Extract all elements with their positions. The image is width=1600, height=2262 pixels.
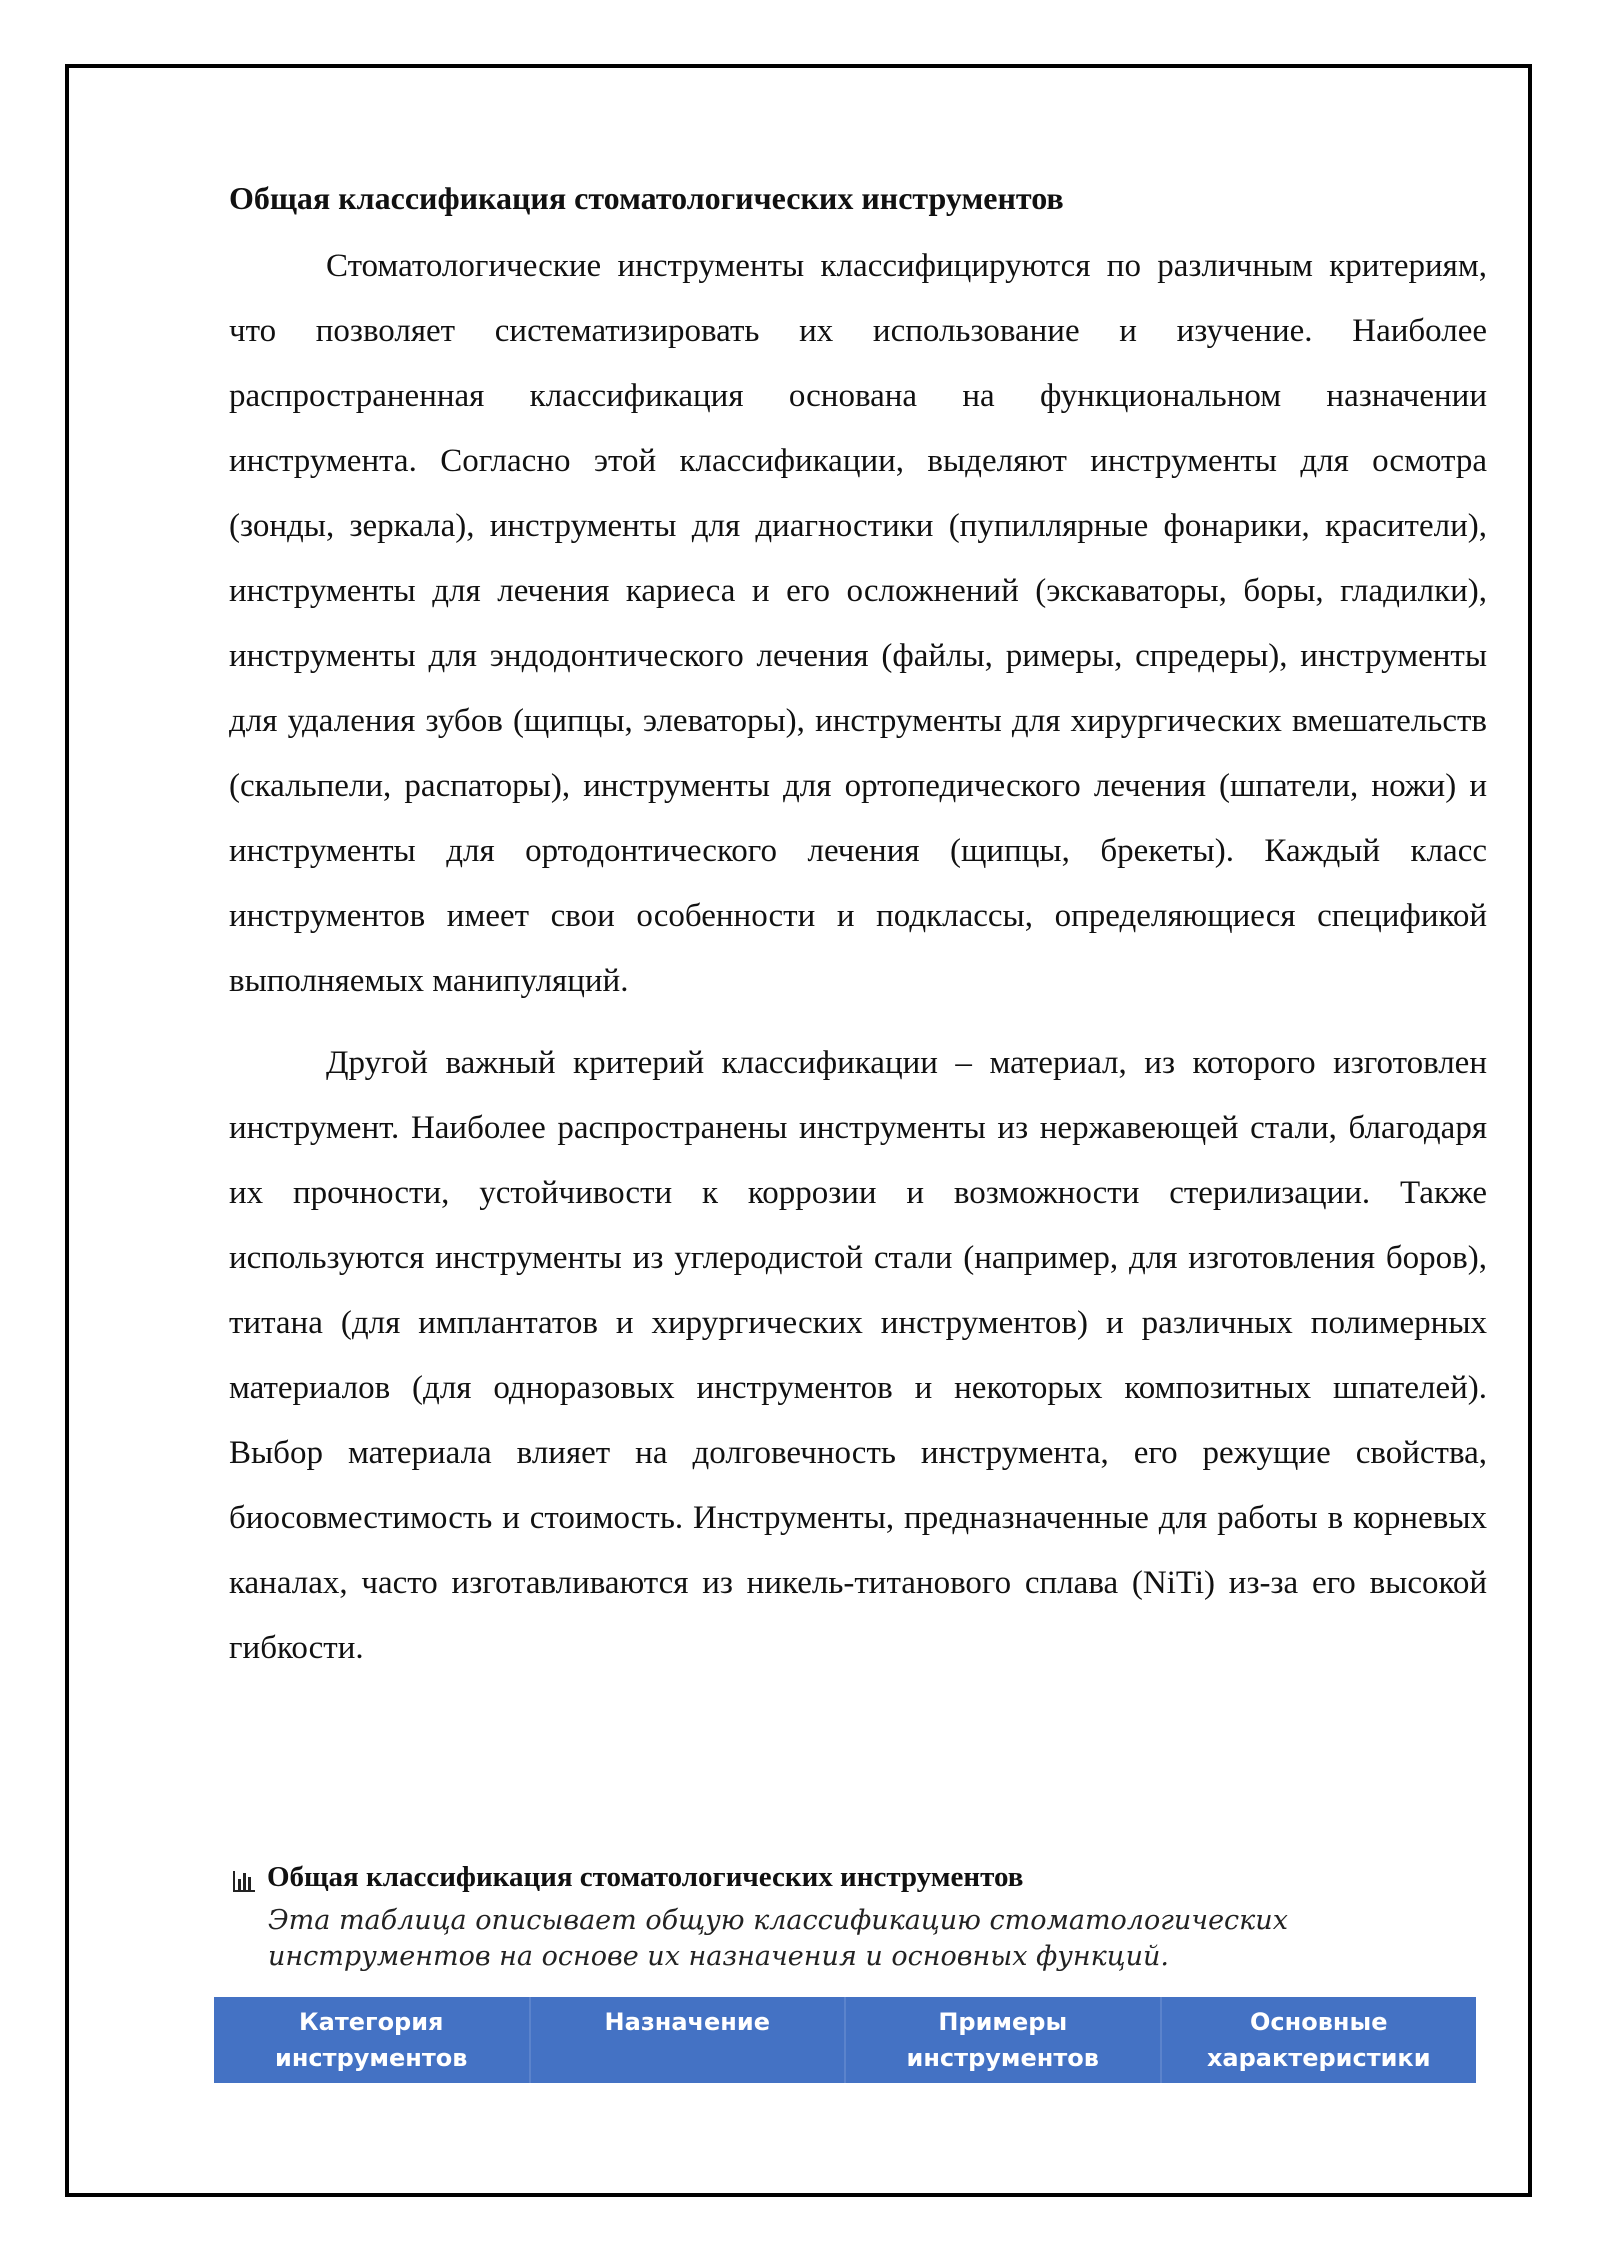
column-header-characteristics: Основные характеристики — [1161, 1997, 1477, 2083]
table-description: Эта таблица описывает общую классификацию стоматологических инструментов на основе их назначения и основных функций. — [268, 1905, 1288, 1972]
table-title-text: Общая классификация стоматологических инструментов — [267, 1861, 1024, 1893]
bar-chart-icon — [231, 1864, 257, 1890]
paragraph-functional-classification: Стоматологические инструменты классифицируются по различным критериям, что позволяет систематизировать их использование и изучение. Наиболее распространенная классификация основана на функциональном назначении инструмента. Согласно этой классификации, выделяют инструменты для осмотра (зонды, зеркала), инструменты для диагностики (пупиллярные фонарики, красители), инструменты для лечения кариеса и его осложнений (экскаваторы, боры, гладилки), инструменты для эндодонтического лечения (файлы, римеры, спредеры), инструменты для удаления зубов (щипцы, элеваторы), инструменты для хирургических вмешательств (скальпели, распаторы), инструменты для ортопедического лечения (шпатели, ножи) и инструменты для ортодонтического лечения (щипцы, брекеты). Каждый класс инструментов имеет свои особенности и подклассы, определяющиеся спецификой выполняемых манипуляций. — [229, 248, 1487, 999]
document-body — [229, 172, 1487, 1698]
column-header-purpose: Назначение — [530, 1997, 846, 2083]
classification-table-block — [214, 1857, 1476, 2083]
table-header-row — [214, 1997, 1476, 2083]
section-heading: Общая классификация стоматологических инструментов — [229, 180, 1064, 216]
paragraph-material-classification: Другой важный критерий классификации – материал, из которого изготовлен инструмент. Наиболее распространены инструменты из нержавеющей стали, благодаря их прочности, устойчивости к коррозии и возможности стерилизации. Также используются инструменты из углеродистой стали (например, для изготовления боров), титана (для имплантатов и хирургических инструментов) и различных полимерных материалов (для одноразовых инструментов и некоторых композитных шпателей). Выбор материала влияет на долговечность инструмента, его режущие свойства, биосовместимость и стоимость. Инструменты, предназначенные для работы в корневых каналах, часто изготавливаются из никель-титанового сплава (NiTi) из-за его высокой гибкости. — [229, 1045, 1487, 1666]
classification-table — [214, 1997, 1476, 2083]
column-header-category: Категория инструментов — [214, 1997, 530, 2083]
column-header-examples: Примеры инструментов — [845, 1997, 1161, 2083]
table-title — [231, 1857, 1476, 1897]
